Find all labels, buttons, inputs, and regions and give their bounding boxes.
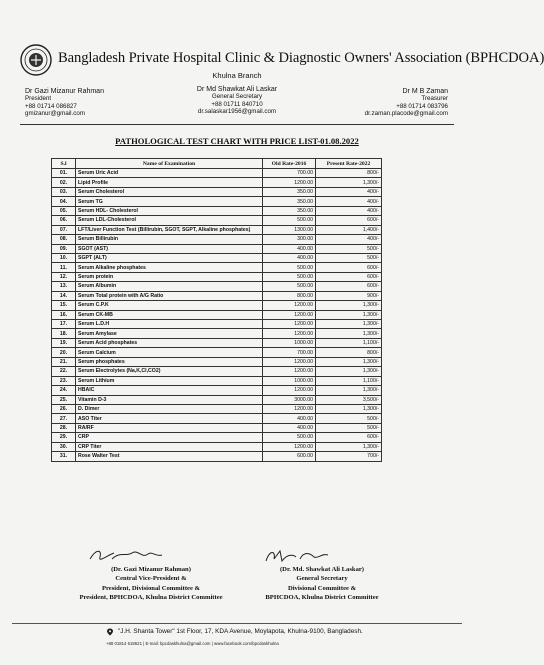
table-row: [52, 452, 382, 461]
cell-old-rate: 350.00: [263, 197, 316, 206]
cell-old-rate: 1200.00: [263, 178, 316, 187]
cell-present-rate: 1,400/-: [316, 225, 382, 234]
cell-sl: 25.: [52, 395, 76, 404]
cell-exam: Serum Uric Acid: [76, 169, 263, 178]
cell-sl: 04.: [52, 197, 76, 206]
table-row: [52, 404, 382, 413]
cell-sl: 05.: [52, 206, 76, 215]
cell-old-rate: 3000.00: [263, 395, 316, 404]
table-row: [52, 376, 382, 385]
table-row: [52, 329, 382, 338]
cell-exam: SGOT (AST): [76, 244, 263, 253]
cell-old-rate: 700.00: [263, 169, 316, 178]
cell-old-rate: 1200.00: [263, 310, 316, 319]
cell-sl: 13.: [52, 282, 76, 291]
table-row: [52, 282, 382, 291]
table-row: [52, 263, 382, 272]
officer-role: General Secretary: [211, 93, 263, 101]
cell-exam: D. Dimer: [76, 404, 263, 413]
officer-phone: +88 01711 840710: [211, 100, 263, 108]
cell-old-rate: 300.00: [263, 235, 316, 244]
cell-exam: Lipid Profile: [76, 178, 263, 187]
table-row: [52, 244, 382, 253]
cell-old-rate: 1200.00: [263, 404, 316, 413]
cell-sl: 20.: [52, 348, 76, 357]
officer-email: dr.salaskar1956@gmail.com: [197, 107, 277, 115]
cell-old-rate: 500.00: [263, 272, 316, 281]
signatory-right-block: [222, 565, 422, 603]
cell-present-rate: 400/-: [316, 187, 382, 196]
cell-exam: Serum Lithium: [76, 376, 263, 385]
signature-left: [86, 545, 166, 565]
cell-exam: RA/RF: [76, 423, 263, 432]
cell-exam: Serum TG: [76, 197, 263, 206]
organization-name: Bangladesh Private Hospital Clinic & Diagnostic Owners' Association (BPHCDOA): [58, 50, 544, 66]
table-row: [52, 386, 382, 395]
cell-old-rate: 1200.00: [263, 367, 316, 376]
table-row: [52, 310, 382, 319]
cell-sl: 03.: [52, 187, 76, 196]
cell-sl: 10.: [52, 253, 76, 262]
table-row: [52, 414, 382, 423]
cell-exam: LFT/Liver Function Test (Billirubin, SGOT, SGPT, Alkaline phosphates): [76, 225, 263, 234]
table-row: [52, 367, 382, 376]
cell-present-rate: 600/-: [316, 216, 382, 225]
cell-present-rate: 600/-: [316, 263, 382, 272]
cell-sl: 01.: [52, 169, 76, 178]
cell-sl: 24.: [52, 386, 76, 395]
cell-exam: Serum L.D.H: [76, 320, 263, 329]
officer-phone: +88 01714 086827: [25, 102, 77, 110]
officer-role: President: [25, 95, 52, 103]
cell-present-rate: 600/-: [316, 433, 382, 442]
signatory-line: (Dr. Gazi Mizanur Rahman): [111, 566, 191, 573]
table-row: [52, 395, 382, 404]
officer-name: Dr Md Shawkat Ali Laskar: [196, 86, 278, 93]
footer-address: "J.H. Shanta Tower" 1st Floor, 17, KDA Avenue, Moylapota, Khulna-9100, Bangladesh.: [118, 628, 363, 635]
officer-role: Treasurer: [421, 95, 448, 103]
cell-present-rate: 400/-: [316, 197, 382, 206]
cell-old-rate: 600.00: [263, 452, 316, 461]
cell-sl: 21.: [52, 357, 76, 366]
cell-exam: Rose Walter Test: [76, 452, 263, 461]
cell-present-rate: 1,300/-: [316, 442, 382, 451]
cell-exam: ASO Titer: [76, 414, 263, 423]
table-row: [52, 348, 382, 357]
cell-sl: 28.: [52, 423, 76, 432]
cell-sl: 31.: [52, 452, 76, 461]
cell-old-rate: 500.00: [263, 282, 316, 291]
table-row: [52, 357, 382, 366]
cell-exam: Serum Calcium: [76, 348, 263, 357]
branch-name: Khulna Branch: [212, 71, 262, 80]
cell-present-rate: 500/-: [316, 414, 382, 423]
signature-right: [262, 545, 332, 565]
cell-sl: 07.: [52, 225, 76, 234]
table-body: [52, 169, 382, 462]
signatory-line: President, Divisional Committee &: [101, 584, 201, 592]
cell-exam: Serum phosphates: [76, 357, 263, 366]
header-divider: [20, 124, 454, 125]
officer-name: Dr Gazi Mizanur Rahman: [25, 88, 104, 95]
cell-old-rate: 1200.00: [263, 320, 316, 329]
cell-exam: Serum protein: [76, 272, 263, 281]
column-header-present-rate: Present Rate-2022: [316, 159, 382, 169]
cell-exam: CRP Titer: [76, 442, 263, 451]
cell-sl: 18.: [52, 329, 76, 338]
cell-sl: 11.: [52, 263, 76, 272]
cell-exam: Serum Acid phosphates: [76, 338, 263, 347]
cell-old-rate: 500.00: [263, 263, 316, 272]
table-header-row: [52, 159, 382, 169]
cell-sl: 15.: [52, 301, 76, 310]
cell-old-rate: 400.00: [263, 244, 316, 253]
table-row: [52, 187, 382, 196]
cell-present-rate: 500/-: [316, 253, 382, 262]
cell-present-rate: 600/-: [316, 282, 382, 291]
cell-old-rate: 1200.00: [263, 329, 316, 338]
cell-exam: Serum Amylase: [76, 329, 263, 338]
cell-sl: 16.: [52, 310, 76, 319]
table-row: [52, 197, 382, 206]
cell-old-rate: 400.00: [263, 414, 316, 423]
cell-old-rate: 400.00: [263, 253, 316, 262]
cell-present-rate: 1,100/-: [316, 338, 382, 347]
chart-title: PATHOLOGICAL TEST CHART WITH PRICE LIST-01.08.2022: [115, 136, 359, 146]
signatory-line: BPHCDOA, Khulna District Committee: [265, 594, 379, 602]
cell-old-rate: 1200.00: [263, 301, 316, 310]
cell-exam: SGPT (ALT): [76, 253, 263, 262]
table-row: [52, 206, 382, 215]
table-row: [52, 225, 382, 234]
cell-present-rate: 600/-: [316, 272, 382, 281]
cell-present-rate: 1,300/-: [316, 320, 382, 329]
cell-old-rate: 1000.00: [263, 376, 316, 385]
officer-email: dr.zaman.placode@gmail.com: [364, 109, 448, 117]
column-header-sl: S.l: [52, 159, 76, 169]
cell-sl: 14.: [52, 291, 76, 300]
officer-email: gmizanur@gmail.com: [25, 109, 85, 117]
signatory-line: President, BPHCDOA, Khulna District Committee: [79, 594, 223, 602]
column-header-old-rate: Old Rate-2016: [263, 159, 316, 169]
footer-divider: [12, 623, 462, 624]
cell-exam: Serum Cholesterol: [76, 187, 263, 196]
table-row: [52, 169, 382, 178]
table-row: [52, 253, 382, 262]
cell-present-rate: 800/-: [316, 169, 382, 178]
column-header-exam: Name of Examination: [76, 159, 263, 169]
table-row: [52, 291, 382, 300]
cell-sl: 19.: [52, 338, 76, 347]
cell-present-rate: 1,100/-: [316, 376, 382, 385]
cell-present-rate: 1,300/-: [316, 367, 382, 376]
cell-exam: Serum Total protein with A/G Ratio: [76, 291, 263, 300]
price-table: [51, 158, 382, 462]
cell-present-rate: 800/-: [316, 348, 382, 357]
cell-old-rate: 400.00: [263, 423, 316, 432]
table-row: [52, 272, 382, 281]
cell-present-rate: 1,300/-: [316, 310, 382, 319]
table-row: [52, 433, 382, 442]
cell-present-rate: 1,300/-: [316, 178, 382, 187]
cell-present-rate: 900/-: [316, 291, 382, 300]
cell-sl: 17.: [52, 320, 76, 329]
cell-present-rate: 1,300/-: [316, 357, 382, 366]
cell-present-rate: 700/-: [316, 452, 382, 461]
cell-exam: Serum CK-MB: [76, 310, 263, 319]
table-row: [52, 338, 382, 347]
cell-old-rate: 800.00: [263, 291, 316, 300]
cell-exam: Serum C.P.K: [76, 301, 263, 310]
cell-sl: 29.: [52, 433, 76, 442]
cell-sl: 30.: [52, 442, 76, 451]
cell-sl: 27.: [52, 414, 76, 423]
cell-present-rate: 400/-: [316, 206, 382, 215]
cell-sl: 08.: [52, 235, 76, 244]
cell-present-rate: 3,500/-: [316, 395, 382, 404]
officer-name: Dr M B Zaman: [402, 88, 448, 95]
cell-sl: 09.: [52, 244, 76, 253]
cell-exam: Serum LDL-Cholesterol: [76, 216, 263, 225]
table-row: [52, 235, 382, 244]
cell-sl: 26.: [52, 404, 76, 413]
cell-old-rate: 1300.00: [263, 225, 316, 234]
cell-exam: Vitamin D-3: [76, 395, 263, 404]
officer-phone: +88 01714 083796: [396, 102, 448, 110]
cell-old-rate: 350.00: [263, 206, 316, 215]
cell-sl: 02.: [52, 178, 76, 187]
cell-old-rate: 1200.00: [263, 357, 316, 366]
cell-old-rate: 500.00: [263, 433, 316, 442]
cell-exam: HBAIC: [76, 386, 263, 395]
cell-present-rate: 500/-: [316, 244, 382, 253]
cell-present-rate: 500/-: [316, 423, 382, 432]
cell-exam: Serum Electrolytes (Na,K,Cl,CO2): [76, 367, 263, 376]
signatory-line: General Secretary: [296, 575, 348, 583]
table-row: [52, 216, 382, 225]
signatory-left-block: [51, 565, 251, 603]
signatory-line: (Dr. Md. Shawkat Ali Laskar): [279, 566, 365, 573]
cell-exam: Serum HDL- Cholesterol: [76, 206, 263, 215]
cell-old-rate: 350.00: [263, 187, 316, 196]
cell-old-rate: 1200.00: [263, 442, 316, 451]
table-row: [52, 178, 382, 187]
cell-present-rate: 400/-: [316, 235, 382, 244]
officer-treasurer: [365, 88, 448, 117]
cell-present-rate: 1,300/-: [316, 329, 382, 338]
cell-exam: CRP: [76, 433, 263, 442]
table-row: [52, 301, 382, 310]
cell-present-rate: 1,300/-: [316, 404, 382, 413]
location-pin-icon: [106, 628, 114, 636]
cell-sl: 22.: [52, 367, 76, 376]
cell-old-rate: 500.00: [263, 216, 316, 225]
signatory-line: Divisional Committee &: [287, 584, 357, 592]
cell-present-rate: 1,300/-: [316, 386, 382, 395]
cell-sl: 12.: [52, 272, 76, 281]
cell-exam: Serum Billirubin: [76, 235, 263, 244]
cell-old-rate: 1000.00: [263, 338, 316, 347]
table-row: [52, 423, 382, 432]
table-row: [52, 320, 382, 329]
cell-present-rate: 1,300/-: [316, 301, 382, 310]
cell-old-rate: 700.00: [263, 348, 316, 357]
cell-sl: 23.: [52, 376, 76, 385]
cell-exam: Serum Alkaline phosphates: [76, 263, 263, 272]
cell-exam: Serum Albumin: [76, 282, 263, 291]
signatory-line: Central Vice-President &: [115, 575, 187, 583]
footer-contact: +88 01814 618621 | E-mail: bpcdaskhulna@gmail.com | www.facebook.com/bpcdaskhulna: [106, 641, 279, 646]
cell-sl: 06.: [52, 216, 76, 225]
cell-old-rate: 1200.00: [263, 386, 316, 395]
table-row: [52, 442, 382, 451]
